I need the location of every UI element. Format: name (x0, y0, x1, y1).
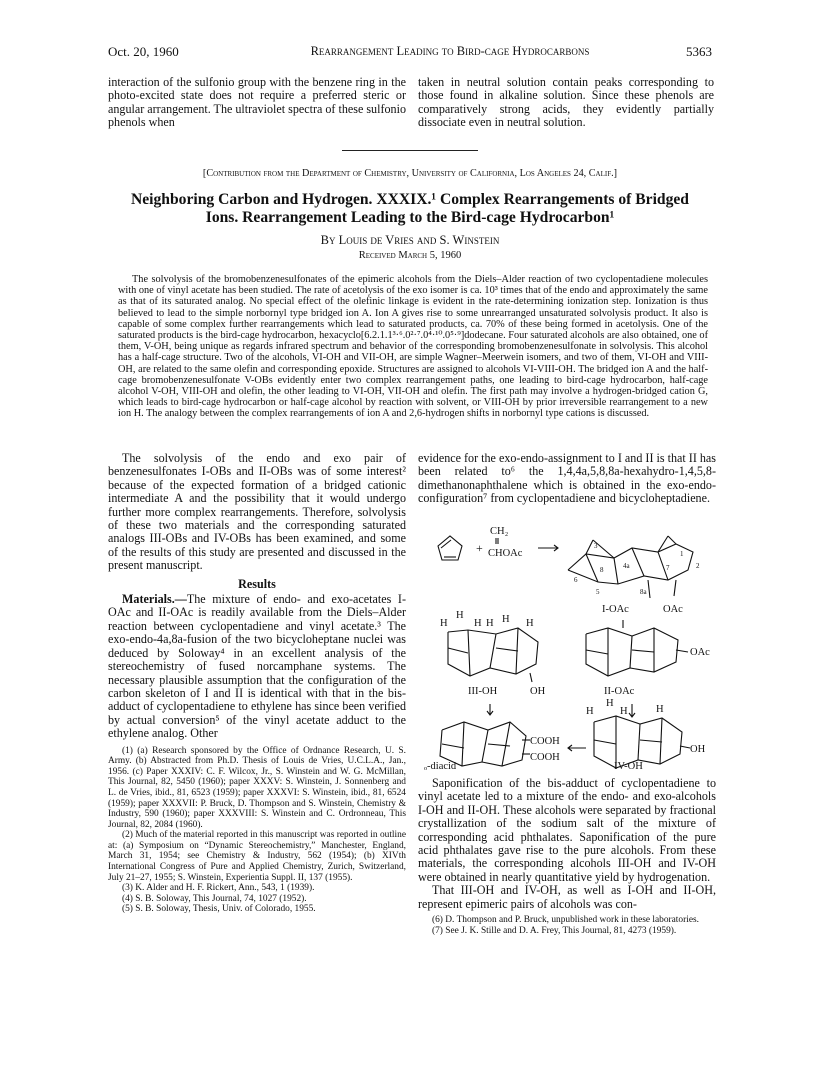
svg-text:H: H (440, 618, 448, 629)
svg-text:3: 3 (594, 542, 598, 550)
svg-text:8: 8 (600, 566, 604, 574)
footnote-2: (2) Much of the material reported in this manuscript was reported in outline at: (a) Symposium on “Dynamic Stereochemistry,” Manchester, England, March 31, 1954; see Chemistry & Industry, 562 (1954); (b) XIVth International Congress of Pure and Applied Chemistry, Zurich, Switzerland, July 21–27, 1955; S. Winstein, Experientia Suppl. II, 137 (1955). (108, 830, 406, 883)
cyclopentadiene-structure (438, 536, 462, 560)
svg-text:H: H (606, 698, 614, 709)
footnote-6: (6) D. Thompson and P. Bruck, unpublished work in these laboratories. (432, 915, 699, 926)
svg-text:4a: 4a (623, 562, 630, 570)
label-cooh-1: COOH (530, 736, 560, 747)
svg-text:H: H (486, 618, 494, 629)
svg-text:1: 1 (680, 550, 684, 558)
diacid-structure (440, 722, 530, 766)
footnotes-left (108, 746, 406, 916)
svg-text:H: H (526, 618, 534, 629)
svg-text:8a: 8a (640, 588, 647, 596)
svg-text:H: H (474, 618, 482, 629)
svg-text:6: 6 (574, 576, 578, 584)
label-IV-OH: IV-OH (614, 761, 643, 772)
svg-text:H: H (586, 706, 594, 717)
contribution-line: [Contribution from the Department of Chemistry, University of California, Los Angeles 24, Calif.] (202, 168, 618, 179)
article-title-line2: Ions. Rearrangement Leading to the Bird-cage Hydrocarbon¹ (205, 209, 615, 226)
page-number: 5363 (686, 44, 712, 59)
right-paragraph-1: evidence for the exo-endo-assignment to I and II is that II has been related to⁶ the 1,4,4a,5,8,8a-hexahydro-1,4,5,8-dimethanonaphthalene which is obtained in the exo-endo-configuration⁷ from cyclopentadiene and bicycloheptadiene. (418, 451, 716, 506)
header-date: Oct. 20, 1960 (108, 44, 179, 59)
running-title: Rearrangement Leading to Bird-cage Hydrocarbons (310, 44, 590, 58)
IV-OH-structure (586, 698, 690, 768)
ch2-label: CH₂ (490, 526, 509, 537)
label-oh-1: OH (530, 686, 546, 697)
top-left-text: interaction of the sulfonio group with the benzene ring in the photo-excited state does not require a preferred steric or angular arrangement. The ultraviolet spectra of these sulfonio phenols when (108, 75, 406, 130)
label-oh-2: OH (690, 744, 706, 755)
footnote-7: (7) See J. K. Stille and D. A. Frey, This Journal, 81, 4273 (1959). (432, 925, 677, 936)
right-column-top (418, 452, 716, 506)
received-date: Received March 5, 1960 (358, 250, 462, 261)
plus-sign: + (476, 541, 483, 555)
footnotes-right (418, 915, 716, 936)
svg-text:2: 2 (696, 562, 700, 570)
top-right-text: taken in neutral solution contain peaks corresponding to those found in alkaline solution. Since these phenols are comparatively strong acids, they evidently partially dissociate even in neutral solution. (418, 75, 714, 130)
svg-text:H: H (620, 706, 628, 717)
adduct-I-structure (568, 536, 693, 598)
footnote-5: (5) S. B. Soloway, Thesis, Univ. of Colorado, 1955. (122, 904, 316, 915)
materials-paragraph: The mixture of endo- and exo-acetates I-OAc and II-OAc is readily available from the Diels–Alder reaction between cyclopentadiene and vinyl acetate.³ The exo-endo-4a,8a-fusion of the two bicycloheptane nuclei was deduced by Soloway⁴ in an excellent analysis of the stereochemistry of fused norcamphane systems. The necessary plausible assumption that the configuration of the carbon skeleton of I and II is identical with that in the bis-adduct of cyclopentadiene to ethylene has since been verified by actual conversion⁵ of the vinyl acetate adduct to the ethylene analog. Other (108, 592, 406, 741)
authors: By Louis de Vries and S. Winstein (320, 233, 500, 247)
right-column-bottom (418, 777, 716, 936)
left-column (108, 452, 406, 915)
svg-text:H: H (456, 610, 464, 621)
svg-text:H: H (502, 614, 510, 625)
abstract: The solvolysis of the bromobenzenesulfonates of the epimeric alcohols from the Diels–Alder reaction of two cyclopentadiene molecules with one of vinyl acetate has been studied. The rate of acetolysis of the exo isomer is ca. 10³ times that of the endo and approximately the same as that of its saturated analog. No special effect of the olefinic linkage is evident in the rate-determining ionization step. Ionization is thus believed to lead to the simple norbornyl type bridged ion A. Ion A gives rise to some unrearranged unsaturated solvolysis product. It also is capable of some complex further rearrangements which lead to saturated products, ca. 70% of these being formed in acetolysis. One of the saturated products is the bird-cage hydrocarbon, hexacyclo[6.2.1.1³·⁶.0²·⁷.0⁴·¹⁰.0⁵·⁹]dodecane. Four saturated alcohols are also obtained, one of them, V-OH, being unique as regards infrared spectrum and behavior of the corresponding bromobenzenesulfonate in solvolysis. This alcohol has a half-cage structure. Two of the alcohols, VI-OH and VII-OH, are simple Wagner–Meerwein isomers, and two of them, VI-OH and VIII-OH, are related to the same olefin and corresponding epoxide. Structures are assigned to alcohols VI-VIII-OH. The bridged ion A and the half-cage bromobenzenesulfonate V-OBs evidently enter two complex rearrangement paths, one leading to bird-cage hydrocarbon, half-cage alcohol V-OH, VIII-OH and olefin, the other leading to VI-OH, VII-OH and olefin. The first path may involve a hydrogen-bridged cation G, which leads to bird-cage hydrocarbon or half-cage alcohol by reaction with solvent, or VIII-OH by prior irreversible rearrangement to a new ion H. The analogy between the complex rearrangements of ion A and 2,6-hydrogen shifts in norbornyl type cations is discussed. (118, 274, 708, 420)
footnote-4: (4) S. B. Soloway, This Journal, 74, 1027 (1952). (122, 893, 307, 904)
label-II-OAc: II-OAc (604, 686, 635, 697)
right-paragraph-2: Saponification of the bis-adduct of cyclopentadiene to vinyl acetate led to a mixture of the endo- and exo-alcohols I-OH and II-OH. These alcohols were separated by fractional crystallization of the sodium salt of the mixture of corresponding acid phthalates. Saponification of the pure acid phthalates gave rise to the pure alcohols. From these materials, the corresponding alcohols III-OH and IV-OH were obtained in nearly quantitative yield by hydrogenation. (418, 776, 716, 884)
svg-text:7: 7 (666, 564, 670, 572)
separator-rule (342, 150, 478, 151)
intro-paragraph: The solvolysis of the endo and exo pair of benzenesulfonates I-OBs and II-OBs was of some interest² because of the expected formation of a bridged cationic intermediate A and the possibility that it would undergo further more complex rearrangements. Therefore, solvolysis of these two materials and the corresponding saturated analogs III-OBs and IV-OBs has been examined, and some of the results of this study are presented and discussed in the present manuscript. (108, 451, 406, 573)
III-OH-structure (440, 610, 538, 682)
footnote-1: (1) (a) Research sponsored by the Office of Ordnance Research, U. S. Army. (b) Abstracted from Ph.D. Thesis of Louis de Vries, U.C.L.A., Jan., 1956. (c) Paper XXXIV: C. F. Wilcox, Jr., S. Winstein and W. G. McMillan, This Journal, 82, 5450 (1960); paper XXXV: S. Winstein, J. Sonnenberg and L. de Vries, ibid., 81, 6523 (1959); paper XXXVI: S. Winstein, ibid., 81, 6524 (1959); paper XXXVII: P. Bruck, D. Thompson and S. Winstein, Chemistry & Industry, 590 (1960); paper XXXVIII: S. Winstein and C. Ordronneau, This Journal, 82, 2084 (1960). (108, 745, 406, 830)
label-diacid: ₒ-diacid (424, 761, 457, 772)
label-cooh-2: COOH (530, 752, 560, 763)
II-OAc-structure (586, 628, 688, 676)
label-oac-1: OAc (663, 604, 683, 615)
article-title-line1: Neighboring Carbon and Hydrogen. XXXIX.¹ Complex Rearrangements of Bridged (131, 191, 689, 208)
reaction-scheme (418, 508, 718, 770)
svg-text:5: 5 (596, 588, 600, 596)
results-heading: Results (238, 576, 276, 591)
materials-heading: Materials.— (122, 592, 187, 607)
label-oac-2: OAc (690, 647, 710, 658)
label-III-OH: III-OH (468, 686, 498, 697)
chooac-label: CHOAc (488, 548, 523, 559)
footnote-3: (3) K. Alder and H. F. Rickert, Ann., 543, 1 (1939). (122, 883, 315, 894)
right-paragraph-3: That III-OH and IV-OH, as well as I-OH and II-OH, represent epimeric pairs of alcohols was con- (418, 883, 716, 911)
svg-text:H: H (656, 704, 664, 715)
label-I-OAc: I-OAc (602, 604, 629, 615)
